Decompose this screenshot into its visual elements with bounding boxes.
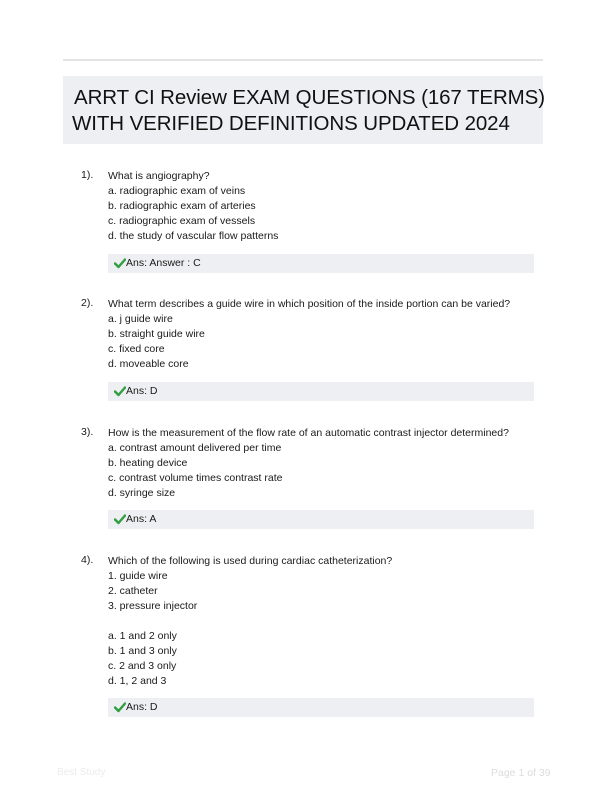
option-line: a. j guide wire: [108, 313, 173, 325]
option-line: a. radiographic exam of veins: [108, 185, 246, 197]
answer-text: Ans: A: [126, 513, 157, 525]
option-line: c. contrast volume times contrast rate: [108, 472, 283, 484]
footer-brand: Best Study: [57, 767, 106, 778]
answer-box: [108, 254, 534, 273]
option-line: a. contrast amount delivered per time: [108, 442, 282, 454]
option-line: a. 1 and 2 only: [108, 630, 177, 642]
page-title-line-2: WITH VERIFIED DEFINITIONS UPDATED 2024: [72, 112, 510, 135]
question-text: How is the measurement of the flow rate of an automatic contrast injector determined?: [108, 427, 509, 439]
question-number: 4).: [81, 554, 94, 566]
option-line: c. radiographic exam of vessels: [108, 215, 256, 227]
answer-box: [108, 698, 534, 717]
question-text: Which of the following is used during cardiac catheterization?: [108, 555, 393, 567]
answer-text: Ans: Answer : C: [126, 257, 201, 269]
option-line: b. straight guide wire: [108, 328, 205, 340]
checkmark-icon: [114, 514, 126, 525]
checkmark-icon: [114, 258, 126, 269]
option-line: 3. pressure injector: [108, 600, 198, 612]
question-text: What term describes a guide wire in which position of the inside portion can be varied?: [108, 298, 511, 310]
page-counter: Page 1 of 39: [491, 767, 551, 779]
option-line: 1. guide wire: [108, 570, 168, 582]
option-line: d. moveable core: [108, 358, 189, 370]
option-line: 2. catheter: [108, 585, 158, 597]
answer-box: [108, 510, 534, 529]
answer-box: [108, 382, 534, 401]
option-line: b. 1 and 3 only: [108, 645, 177, 657]
question-number: 1).: [81, 169, 94, 181]
checkmark-icon: [114, 386, 126, 397]
option-line: d. 1, 2 and 3: [108, 675, 167, 687]
checkmark-icon: [114, 702, 126, 713]
option-line: b. radiographic exam of arteries: [108, 200, 256, 212]
answer-text: Ans: D: [126, 701, 158, 713]
option-line: c. fixed core: [108, 343, 165, 355]
option-line: d. the study of vascular flow patterns: [108, 230, 279, 242]
option-line: c. 2 and 3 only: [108, 660, 177, 672]
answer-text: Ans: D: [126, 385, 158, 397]
page-title-line-1: ARRT CI Review EXAM QUESTIONS (167 TERMS): [74, 86, 545, 109]
option-line: d. syringe size: [108, 487, 176, 499]
question-number: 2).: [81, 297, 94, 309]
option-line: b. heating device: [108, 457, 188, 469]
question-text: What is angiography?: [108, 170, 210, 182]
question-number: 3).: [81, 426, 94, 438]
top-rule: [63, 59, 543, 61]
